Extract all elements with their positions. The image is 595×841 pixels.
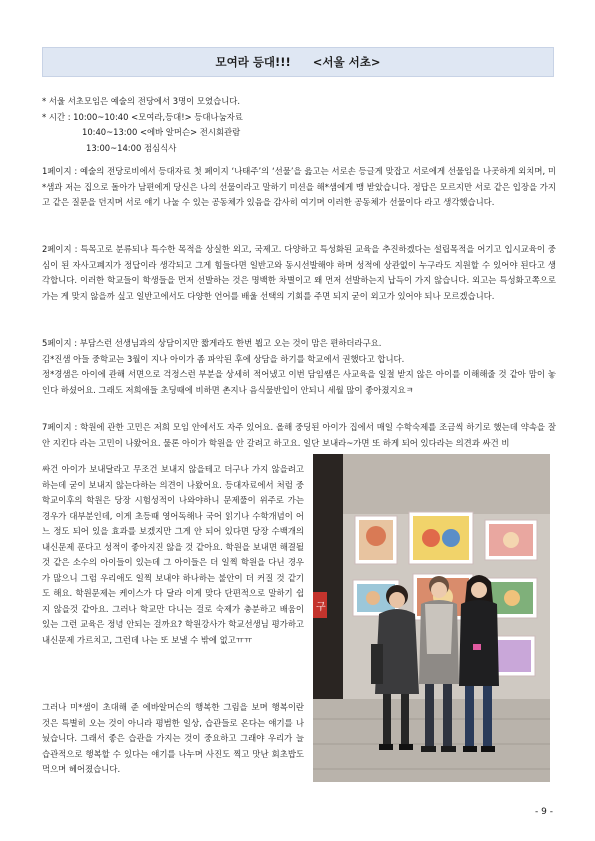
paragraph-page2 xyxy=(42,242,556,304)
paragraph-text: 정*경샘은 아이에 관해 서면으로 걱정스런 부분을 상세히 적어냈고 이번 담임쌤은 사교육을 일절 받지 않은 아이를 이해해줄 것 같아 맘이 놓인다 하셨어요. 그래도 저희애들 초딩때에 비하면 촌지나 음식물반입이 안되니 세월 많이 좋아졌지요ㅋ xyxy=(42,369,556,395)
page-title-bar xyxy=(42,47,554,77)
meeting-info xyxy=(42,94,556,156)
group-photo xyxy=(313,454,550,782)
paragraph-page7 xyxy=(42,420,556,451)
painting xyxy=(409,512,473,564)
meeting-location-line: * 서울 서초모임은 예술의 전당에서 3명이 모였습니다. xyxy=(42,96,241,106)
paragraph-text: 7페이지 : 학원에 관한 고민은 저희 모임 안에서도 자주 있어요. 올해 중딩된 아이가 집에서 매일 수학숙제를 조금씩 하기로 했는데 약속을 잘 안 지킨다 라는 고민이 나왔어요. 물론 아이가 학원을 안 갈려고 하고요. 일단 보내라~가면 또 하게 되어 있다라는 의견과 싸건 비 xyxy=(42,422,556,448)
painting xyxy=(485,520,537,560)
painting xyxy=(355,516,397,564)
schedule-line: 10:40~13:00 <에바 알머슨> 전시회관람 xyxy=(82,127,241,137)
paragraph-closing xyxy=(42,700,304,778)
exhibition-photo-illustration xyxy=(313,454,550,782)
paragraph-page1 xyxy=(42,164,556,211)
schedule-line: 13:00~14:00 점심식사 xyxy=(86,142,177,153)
paragraph-page5 xyxy=(42,336,556,398)
page-subtitle: <서울 서초> xyxy=(312,55,381,69)
page-title: 모여라 등대!!! xyxy=(215,55,291,69)
schedule-line: * 시간 : 10:00~10:40 <모여라,등대!> 등대나눔자료 xyxy=(42,111,243,122)
paragraph-text: 김*진샘 아들 중학교는 3월이 지나 아이가 좀 파악된 후에 상담을 하기를 학교에서 권했다고 합니다. xyxy=(42,353,405,364)
paragraph-text: 그러나 미*샘이 초대해 준 에바알머슨의 행복한 그림을 보며 행복이란 것은 특별히 오는 것이 아니라 평범한 일상, 습관들로 온다는 얘기를 나눴습니다. 그래서 좋은 습관을 가지는 것이 중요하고 그래야 우리가 늘 습관적으로 행복할 수 있다는 얘기를 나누며 사진도 찍고 맛난 회초밥도 먹으며 헤어졌습니다. xyxy=(42,702,304,774)
paragraph-text: 5페이지 : 부담스런 선생님과의 상담이지만 짧게라도 한번 뵙고 오는 것이 맘은 편하더라구요. xyxy=(42,338,382,348)
paragraph-text: 1페이지 : 예술의 전당로비에서 등대자료 첫 페이지 ‘나태주’의 ‘선물’을 읊고는 서로손 등글게 맞잡고 서로에게 선물임을 나곳하게 외치며, 미*샘과 저는 집으로 돌아가 남편에게 당신은 나의 선물이라고 말하기 미션을 해*샘에게 맹 받았습니다. 정답은 모르지만 서로 같은 입장을 가지고 같은 질문을 던지며 서로 얘기 나눌 수 있는 공동체가 있음을 감사히 여기며 이러한 공동체가 선물이다 라고 생각했습니다. xyxy=(42,166,556,207)
paragraph-text: 싸건 아이가 보내달라고 무조건 보내지 않을테고 더구나 가지 않을려고 하는데 굳이 보내지 않는다하는 의견이 나왔어요. 등대자료에서 처럼 중학교이후의 학원은 당장 시험성적이 나와야하니 문제풀이 위주로 가는 경우가 대부분인데, 이게 초등때 영어독해나 국어 읽기나 수학개념이 어느 정도 되어 있을 효과를 보겠지만 그게 안 되어 있다면 당장 수백개의 내신문제 푼다고 성적이 좋아지진 않을 것 같아요. 학원을 보내면 해결될 것 같은 소수의 아이들이 있는데 그 아이들은 더 일찍 학원을 다닌 경우가 많으니 그럼 우리애도 일찍 보내야 하나하는 불안이 더 커질 것 같기도 해요. 학원문제는 케이스가 다 달라 이게 맞다 단편적으로 말하기 쉽지 않을것 같아요. 그러나 학교만 다니는 걸로 숙제가 충분하고 배움이 있는 그런 교육은 정녕 안되는 걸까요? 학원강사가 학교선생님 평가하고 내신문제 가르치고, 그런데 나는 또 보낼 수 밖에 없고ㅠㅠ xyxy=(42,464,304,645)
page-number: - 9 - xyxy=(535,807,553,817)
wall-sign-text: 구 xyxy=(316,602,326,613)
paragraph-page7-continued xyxy=(42,462,304,648)
paragraph-text: 2페이지 : 특목고로 분류되나 특수한 목적을 상실한 외고, 국제고. 다양하고 특성화된 교육을 추진하겠다는 설립목적을 어기고 입시교육이 중심이 된 자사고폐지가 정답이라 생각되고 그게 힘들다면 일반고와 동시선발해야 하며 성적에 상관없이 누구라도 지원할 수 있어야 된다고 생각합니다. 이러한 학교들이 학생들을 먼저 선발하는 것은 명백한 차별이고 왜 먼저 선발하는지 납득이 가지 않습니다. 외고는 특성화고쪽으로 가는 게 맞지 않을까 싶고 일반고에서도 다양한 언어를 배울 선택의 기회를 주면 되지 굳이 외고가 있어야 되나 모르겠습니다. xyxy=(42,244,556,301)
